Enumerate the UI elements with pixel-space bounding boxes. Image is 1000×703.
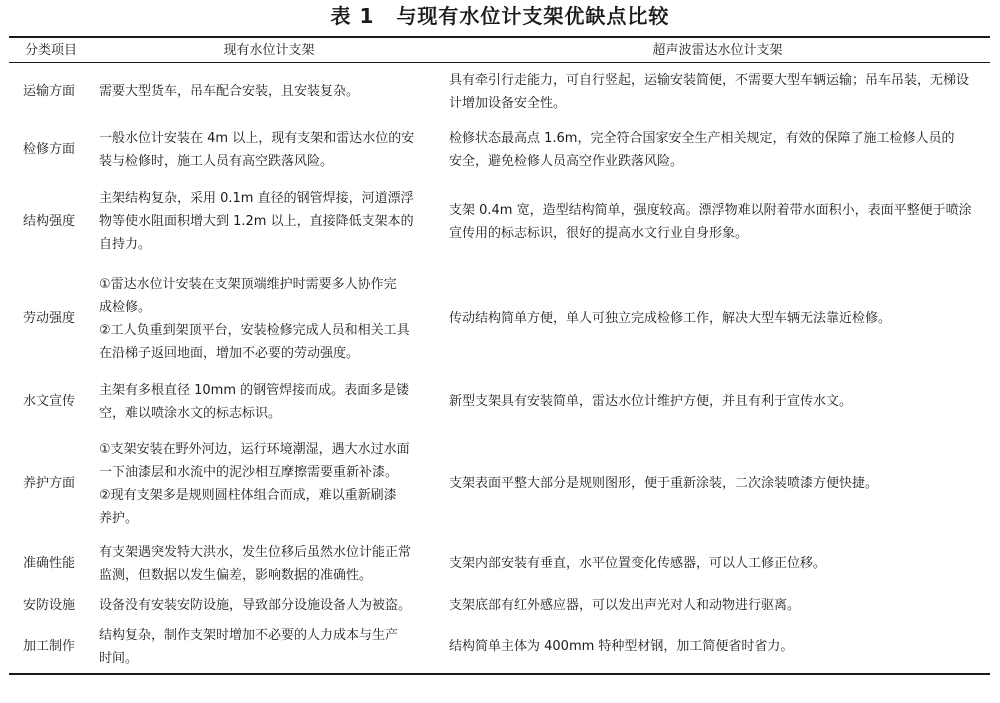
cell-text-line: 监测，但数据以发生偏差，影响数据的准确性。 — [99, 567, 373, 583]
header-ultrasonic-support: 超声波雷达水位计支架 — [445, 37, 990, 63]
cell-text-line: 有支架遇突发特大洪水，发生位移后虽然水位计能正常 — [99, 544, 412, 560]
ultrasonic-support-cell — [445, 63, 990, 121]
cell-text-line: 装与检修时，施工人员有高空跌落风险。 — [99, 153, 334, 169]
row-category: 安防设施 — [22, 598, 75, 613]
comparison-table — [9, 36, 990, 675]
cell-text-line: 传动结构简单方便，单人可独立完成检修工作，解决大型车辆无法靠近检修。 — [449, 311, 892, 326]
table-row — [9, 373, 990, 431]
existing-support-cell — [93, 121, 445, 179]
existing-support-cell — [93, 179, 445, 265]
ultrasonic-support-cell — [445, 373, 990, 431]
row-category: 劳动强度 — [22, 311, 75, 326]
cell-text-line: 具有牵引行走能力，可自行竖起，运输安装简便，不需要大型车辆运输；吊车吊装，无梯设 — [449, 72, 970, 88]
cell-text-line: ②工人负重到架顶平台，安装检修完成人员和相关工具 — [99, 322, 410, 338]
cell-text-line: 支架底部有红外感应器，可以发出声光对人和动物进行驱离。 — [449, 598, 801, 613]
cell-text-line: 在沿梯子返回地面，增加不必要的劳动强度。 — [99, 345, 360, 361]
existing-support-cell — [93, 431, 445, 537]
table-row — [9, 179, 990, 265]
row-category: 水文宣传 — [22, 394, 75, 409]
cell-text-line: 安全，避免检修人员高空作业跌落风险。 — [449, 153, 684, 169]
existing-support-cell — [93, 621, 445, 674]
table-row — [9, 265, 990, 373]
existing-support-cell — [93, 537, 445, 591]
cell-text-line: 支架 0.4m 宽，造型结构简单，强度较高。漂浮物难以附着带水面积小，表面平整便于喷涂 — [449, 202, 972, 218]
row-category: 加工制作 — [9, 621, 93, 674]
cell-text-line: 计增加设备安全性。 — [449, 95, 567, 111]
header-existing-support: 现有水位计支架 — [93, 37, 445, 63]
ultrasonic-support-cell — [445, 621, 990, 674]
cell-text-line: 主架有多根直径 10mm 的钢管焊接而成。表面多是镂 — [99, 382, 410, 398]
cell-text-line: 空，难以喷涂水文的标志标识。 — [99, 405, 282, 421]
row-category: 养护方面 — [22, 476, 75, 491]
existing-support-cell — [93, 373, 445, 431]
ultrasonic-support-cell — [445, 591, 990, 621]
cell-text-line: 支架表面平整大部分是规则图形，便于重新涂装，二次涂装喷漆方便快捷。 — [449, 476, 879, 491]
table-row — [9, 591, 990, 621]
cell-text-line: 一下油漆层和水流中的泥沙相互摩擦需要重新补漆。 — [99, 464, 399, 480]
ultrasonic-support-cell — [445, 121, 990, 179]
table-row — [9, 537, 990, 591]
cell-text-line: 支架内部安装有垂直，水平位置变化传感器，可以人工修正位移。 — [449, 556, 827, 571]
row-category: 准确性能 — [22, 556, 75, 571]
cell-text-line: 结构简单主体为 400mm 特种型材钢，加工简便省时省力。 — [449, 639, 794, 654]
cell-text-line: 结构复杂，制作支架时增加不必要的人力成本与生产 — [99, 627, 399, 643]
table-body — [9, 63, 990, 674]
cell-text-line: ②现有支架多是规则圆柱体组合而成，难以重新刷漆 — [99, 487, 397, 503]
ultrasonic-support-cell — [445, 431, 990, 537]
cell-text-line: 需要大型货车，吊车配合安装，且安装复杂。 — [99, 84, 360, 100]
ultrasonic-support-cell — [445, 537, 990, 591]
row-category: 结构强度 — [22, 214, 75, 229]
ultrasonic-support-cell — [445, 179, 990, 265]
row-category: 运输方面 — [22, 84, 75, 100]
table-row — [9, 621, 990, 674]
cell-text-line: 物等使水阻面积增大到 1.2m 以上，直接降低支架本的 — [99, 214, 414, 229]
cell-text-line: 自持力。 — [99, 237, 152, 252]
cell-text-line: ①雷达水位计安装在支架顶端维护时需要多人协作完 — [99, 276, 397, 292]
cell-text-line: 一般水位计安装在 4m 以上，现有支架和雷达水位的安 — [99, 130, 415, 146]
existing-support-cell — [93, 63, 445, 121]
table-row — [9, 121, 990, 179]
cell-text-line: 检修状态最高点 1.6m，完全符合国家安全生产相关规定，有效的保障了施工检修人员的 — [449, 130, 955, 146]
cell-text-line: ①支架安装在野外河边，运行环境潮湿，遇大水过水面 — [99, 441, 410, 457]
existing-support-cell — [93, 591, 445, 621]
cell-text-line: 主架结构复杂，采用 0.1m 直径的钢管焊接，河道漂浮 — [99, 191, 414, 206]
cell-text-line: 时间。 — [99, 650, 139, 666]
cell-text-line: 成检修。 — [99, 299, 152, 315]
header-row — [9, 37, 990, 63]
table-caption — [0, 2, 1000, 30]
row-category: 检修方面 — [22, 142, 75, 157]
table-title: 与现有水位计支架优缺点比较 — [396, 4, 670, 28]
existing-support-cell — [93, 265, 445, 373]
table-row — [9, 431, 990, 537]
table-number: 表 1 — [330, 4, 375, 28]
ultrasonic-support-cell — [445, 265, 990, 373]
cell-text-line: 新型支架具有安装简单，雷达水位计维护方便，并且有利于宣传水文。 — [449, 394, 853, 409]
table-row — [9, 63, 990, 121]
cell-text-line: 养护。 — [99, 510, 139, 526]
header-category: 分类项目 — [9, 37, 93, 63]
cell-text-line: 设备没有安装安防设施，导致部分设施设备人为被盗。 — [99, 598, 412, 613]
table-header — [9, 37, 990, 63]
cell-text-line: 宣传用的标志标识，很好的提高水文行业自身形象。 — [449, 225, 749, 241]
